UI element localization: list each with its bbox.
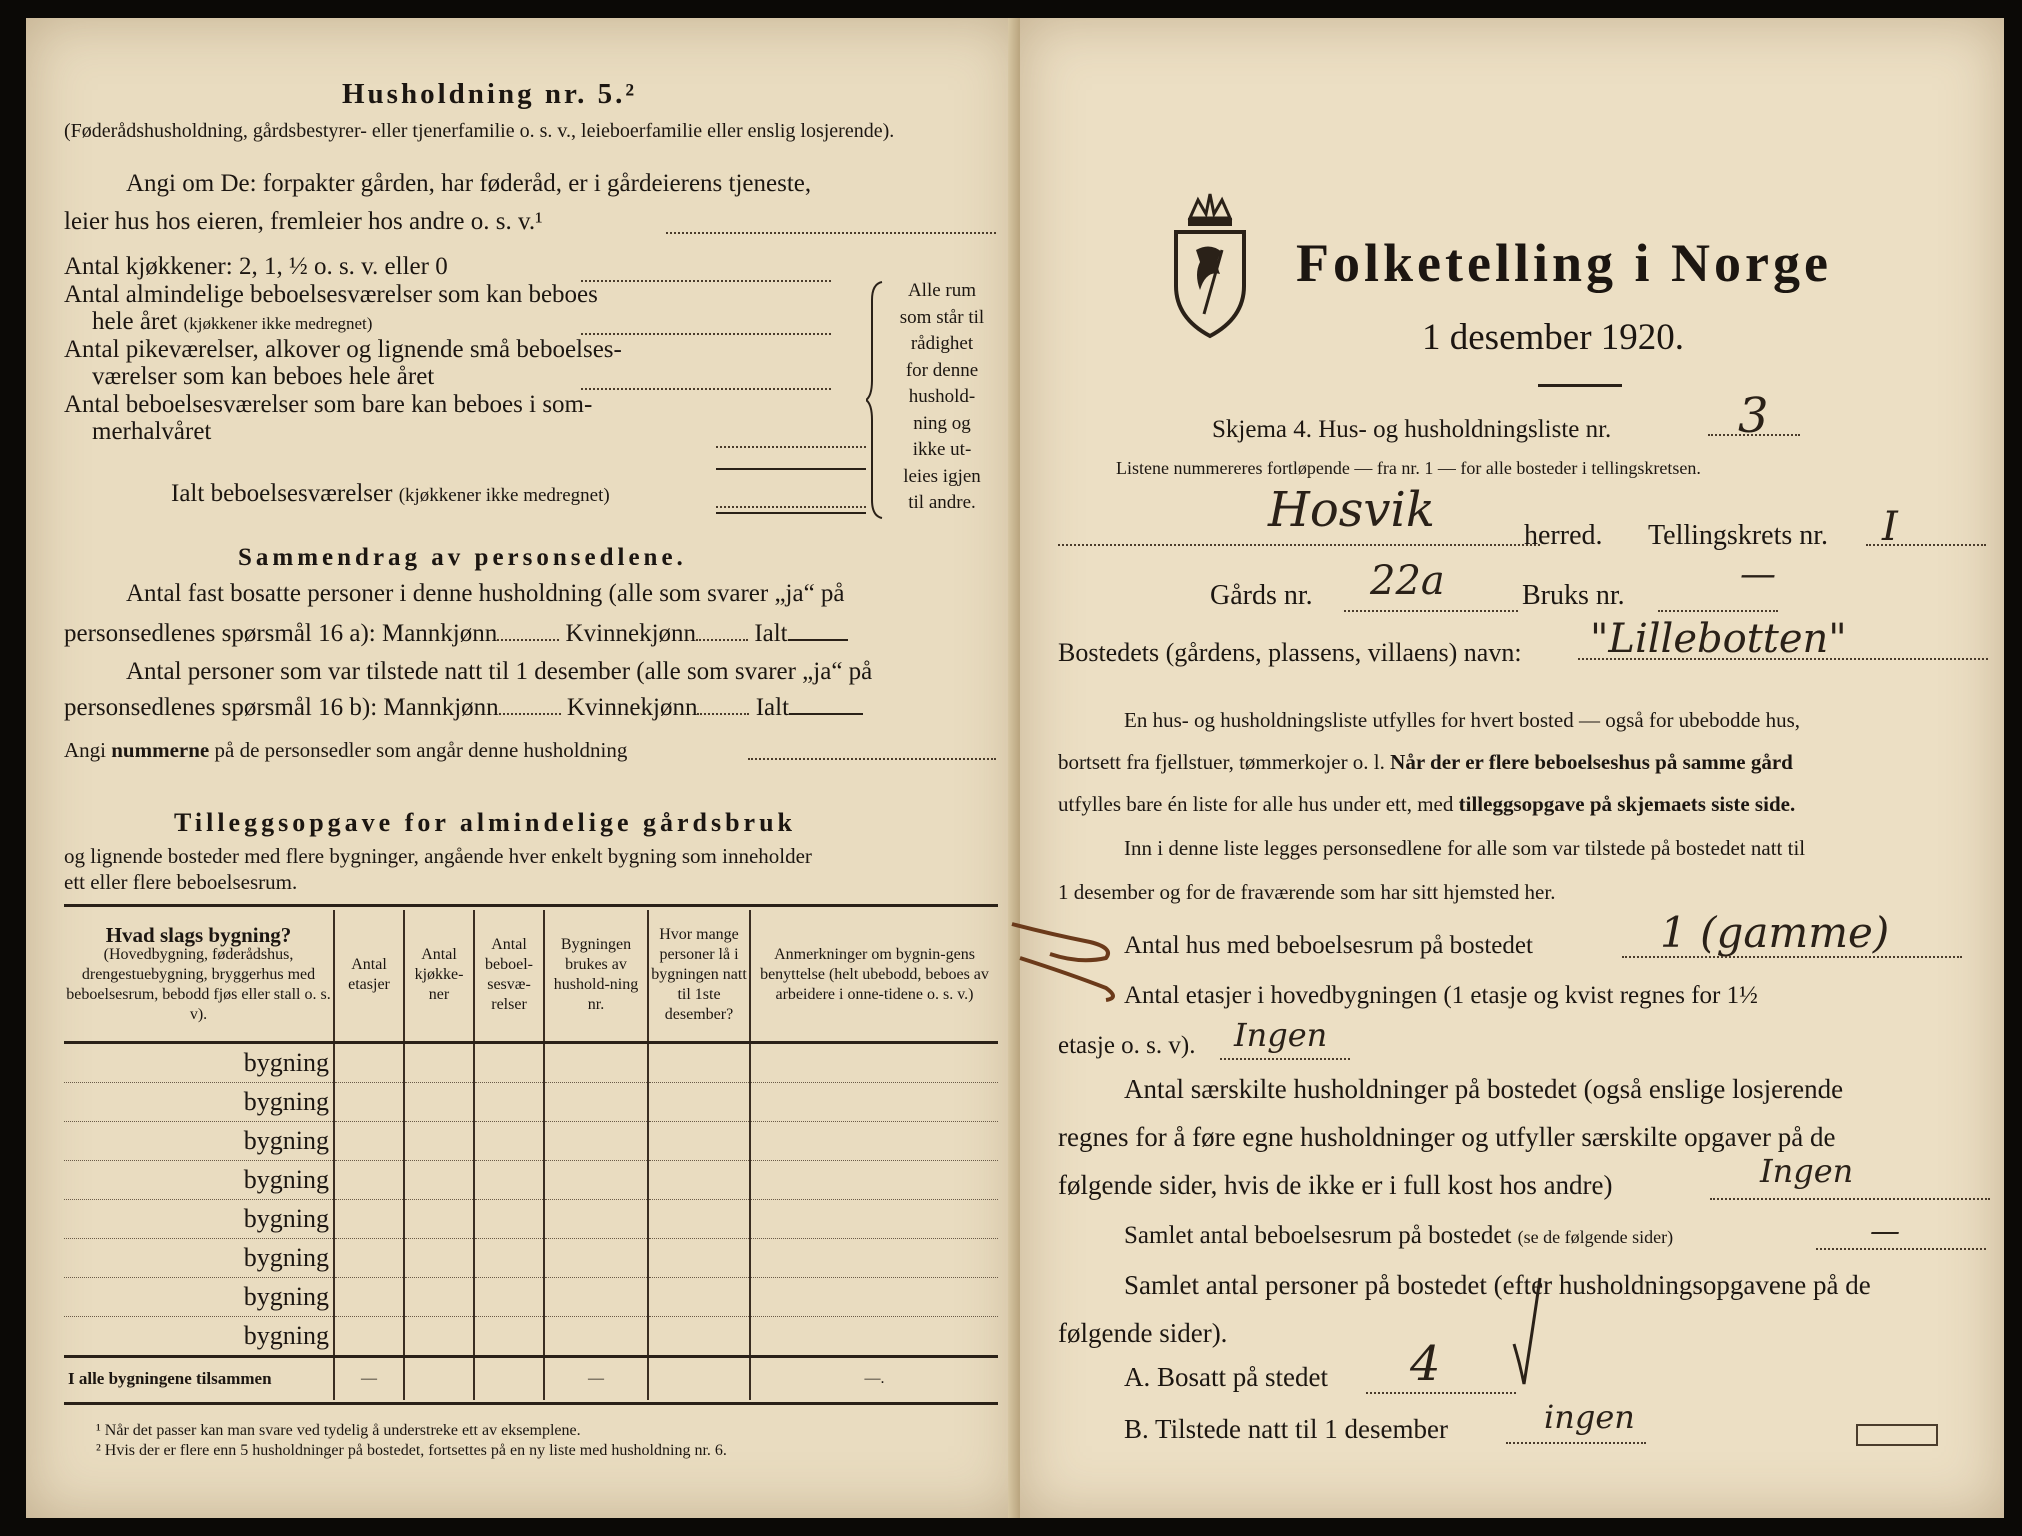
- q-sarskilte-label-2: regnes for å føre egne husholdninger og utfyller særskilte opgaver på de: [1058, 1122, 1836, 1152]
- building-row-cell[interactable]: [404, 1238, 474, 1277]
- col-header-etasjer: Antal etasjer: [334, 910, 404, 1042]
- almindelige-label-2: hele året (kjøkkener ikke medregnet): [92, 308, 373, 335]
- bosted-value[interactable]: "Lillebotten": [1590, 616, 1847, 662]
- q-samlet-rum-label: Samlet antal beboelsesrum på bostedet (se de følgende sider): [1124, 1222, 1674, 1249]
- sommer-field[interactable]: [716, 446, 866, 448]
- q-samlet-rum-value[interactable]: —: [1870, 1214, 1900, 1249]
- building-row-label: bygning: [64, 1121, 334, 1160]
- total-husholdning: —: [544, 1356, 648, 1400]
- q-etasjer-value[interactable]: Ingen: [1234, 1016, 1328, 1054]
- listene-note: Listene nummereres fortløpende — fra nr. 1 — for alle bosteder i tellingskretsen.: [1116, 458, 1701, 478]
- tillegg-title: Tilleggsopgave for almindelige gårdsbruk: [174, 808, 797, 837]
- building-row-cell[interactable]: [334, 1238, 404, 1277]
- building-row-cell[interactable]: [474, 1199, 544, 1238]
- building-row: [64, 1277, 998, 1316]
- building-row-cell[interactable]: [544, 1277, 648, 1316]
- building-row-cell[interactable]: [648, 1238, 750, 1277]
- sammendrag-p2a: Antal personer som var tilstede natt til 1 desember (alle som svarer „ja“ på: [126, 658, 873, 685]
- building-row-cell[interactable]: [334, 1277, 404, 1316]
- building-row-cell[interactable]: [750, 1160, 998, 1199]
- sammendrag-title: Sammendrag av personsedlene.: [238, 544, 687, 571]
- building-row-cell[interactable]: [544, 1042, 648, 1082]
- building-row-label: bygning: [64, 1082, 334, 1121]
- building-row-cell[interactable]: [474, 1316, 544, 1356]
- building-row: [64, 1160, 998, 1199]
- building-row-cell[interactable]: [404, 1042, 474, 1082]
- brown-ink-mark-icon: [1010, 914, 1130, 1004]
- building-row-cell[interactable]: [334, 1160, 404, 1199]
- col-header-anmerkninger: Anmerkninger om bygnin-gens benyttelse (helt ubebodd, beboes av arbeidere i onne-tidene o. s. v.): [750, 910, 998, 1042]
- gards-value[interactable]: 22a: [1370, 558, 1445, 604]
- building-row-cell[interactable]: [648, 1082, 750, 1121]
- tillegg-sub-1: og lignende bosteder med flere bygninger, angående hver enkelt bygning som inneholder: [64, 844, 812, 868]
- angi-fill-line[interactable]: [666, 232, 996, 234]
- q-etasjer-label-1: Antal etasjer i hovedbygningen (1 etasje og kvist regnes for 1½: [1124, 982, 1758, 1009]
- almindelige-label-1: Antal almindelige beboelsesværelser som kan beboes: [64, 281, 598, 308]
- building-row-cell[interactable]: [404, 1121, 474, 1160]
- left-page: [26, 18, 1020, 1518]
- q-hus-label: Antal hus med beboelsesrum på bostedet: [1124, 932, 1533, 959]
- building-row: [64, 1316, 998, 1356]
- building-row: [64, 1121, 998, 1160]
- footnote-2: ² Hvis der er flere enn 5 husholdninger på bostedet, fortsettes på en ny liste med husholdning nr. 6.: [96, 1442, 727, 1459]
- tillegg-sub-2: ett eller flere beboelsesrum.: [64, 870, 298, 894]
- sammendrag-p1b: personsedlenes spørsmål 16 a): Mannkjønn Kvinnekjønn Ialt: [64, 620, 848, 648]
- building-row-cell[interactable]: [544, 1238, 648, 1277]
- building-row-label: bygning: [64, 1316, 334, 1356]
- tellingskrets-value[interactable]: I: [1882, 504, 1898, 550]
- building-row-cell[interactable]: [404, 1199, 474, 1238]
- sammendrag-p2b: personsedlenes spørsmål 16 b): Mannkjønn Kvinnekjønn Ialt: [64, 694, 863, 722]
- q-hus-value[interactable]: 1 (gamme): [1660, 908, 1890, 957]
- tally-mark-icon: [1510, 1274, 1550, 1394]
- building-row: [64, 1238, 998, 1277]
- gards-label: Gårds nr.: [1210, 580, 1313, 611]
- ialt-underline: [716, 512, 866, 514]
- rooms-sum-rule: [716, 468, 866, 470]
- total-personer: [648, 1356, 750, 1400]
- kjokkener-label: Antal kjøkkener: 2, 1, ½ o. s. v. eller 0: [64, 253, 448, 280]
- building-row-cell[interactable]: [750, 1316, 998, 1356]
- herred-value[interactable]: Hosvik: [1268, 482, 1435, 538]
- info-3: utfylles bare én liste for alle hus under ett, med tilleggsopgave på skjemaets siste side.: [1058, 792, 1796, 816]
- skjema-label: Skjema 4. Hus- og husholdningsliste nr.: [1212, 416, 1612, 443]
- ialt-label: Ialt beboelsesværelser (kjøkkener ikke medregnet): [171, 480, 610, 507]
- document-title: Folketelling i Norge: [1296, 233, 1832, 293]
- building-row-cell[interactable]: [404, 1082, 474, 1121]
- building-row-cell[interactable]: [750, 1082, 998, 1121]
- building-table: [64, 910, 998, 1400]
- building-row-cell[interactable]: [334, 1121, 404, 1160]
- herred-label: herred.: [1524, 520, 1603, 551]
- husholdning-title: Husholdning nr. 5.²: [342, 78, 638, 110]
- building-row-cell[interactable]: [648, 1277, 750, 1316]
- building-row-cell[interactable]: [648, 1121, 750, 1160]
- b-tilstede-label: B. Tilstede natt til 1 desember: [1124, 1414, 1448, 1444]
- ialt-field[interactable]: [716, 506, 866, 508]
- col-header-kjokkener: Antal kjøkke-ner: [404, 910, 474, 1042]
- building-row-cell[interactable]: [648, 1316, 750, 1356]
- footnote-1: ¹ Når det passer kan man svare ved tydelig å understreke ett av eksemplene.: [96, 1422, 581, 1439]
- building-row-cell[interactable]: [750, 1199, 998, 1238]
- b-tilstede-value[interactable]: ingen: [1544, 1398, 1635, 1436]
- tellingskrets-label: Tellingskrets nr.: [1648, 520, 1829, 551]
- col-header-personer: Hvor mange personer lå i bygningen natt til 1ste desember?: [648, 910, 750, 1042]
- sammendrag-angi: Angi nummerne på de personsedler som angår denne husholdning: [64, 738, 628, 762]
- right-page: [1020, 18, 2004, 1518]
- total-vaerelser: [474, 1356, 544, 1400]
- almindelige-field[interactable]: [581, 333, 831, 335]
- nummerne-field[interactable]: [748, 758, 996, 760]
- col-header-husholdning-nr: Bygningen brukes av hushold-ning nr.: [544, 910, 648, 1042]
- rooms-brace-note: Alle rum som står til rådighet for denne hushold- ning og ikke ut- leies igjen til andre.: [899, 280, 985, 513]
- norway-coat-of-arms-icon: [1170, 190, 1250, 340]
- total-etasjer: —: [334, 1356, 404, 1400]
- bosted-label: Bostedets (gårdens, plassens, villaens) navn:: [1058, 638, 1522, 667]
- building-row-cell[interactable]: [750, 1238, 998, 1277]
- husholdning-subtitle: (Føderådshusholdning, gårdsbestyrer- eller tjenerfamilie o. s. v., leieboerfamilie eller enslig losjerende).: [64, 120, 895, 142]
- building-row-cell[interactable]: [750, 1277, 998, 1316]
- building-row-cell[interactable]: [404, 1316, 474, 1356]
- building-row-cell[interactable]: [404, 1160, 474, 1199]
- sammendrag-p1a: Antal fast bosatte personer i denne husholdning (alle som svarer „ja“ på: [126, 580, 845, 607]
- building-row: [64, 1199, 998, 1238]
- building-row-label: bygning: [64, 1238, 334, 1277]
- a-bosatt-label: A. Bosatt på stedet: [1124, 1362, 1328, 1392]
- info-4: Inn i denne liste legges personsedlene for alle som var tilstede på bostedet natt til: [1124, 836, 1806, 860]
- building-row-cell[interactable]: [474, 1277, 544, 1316]
- building-row-cell[interactable]: [474, 1121, 544, 1160]
- q-samlet-personer-label-2: følgende sider).: [1058, 1318, 1228, 1348]
- building-row-cell[interactable]: [474, 1160, 544, 1199]
- building-row-cell[interactable]: [334, 1199, 404, 1238]
- info-1: En hus- og husholdningsliste utfylles for hvert bosted — også for ubebodde hus,: [1124, 708, 1800, 732]
- q-sarskilte-label-1: Antal særskilte husholdninger på bostedet (også enslige losjerende: [1124, 1074, 1844, 1104]
- building-row-cell[interactable]: [648, 1160, 750, 1199]
- pikevaerelser-field[interactable]: [581, 388, 831, 390]
- sommer-label-1: Antal beboelsesværelser som bare kan beboes i som-: [64, 391, 593, 418]
- pikevaerelser-label-2: værelser som kan beboes hele året: [92, 363, 435, 390]
- building-row-cell[interactable]: [544, 1121, 648, 1160]
- pikevaerelser-label-1: Antal pikeværelser, alkover og lignende små beboelses-: [64, 336, 622, 363]
- building-row-cell[interactable]: [334, 1316, 404, 1356]
- document-date: 1 desember 1920.: [1422, 317, 1685, 358]
- rooms-brace-icon: [866, 280, 886, 520]
- q-samlet-personer-label-1: Samlet antal personer på bostedet (efter husholdningsopgavene på de: [1124, 1270, 1871, 1300]
- skjema-number[interactable]: 3: [1738, 388, 1769, 444]
- info-2: bortsett fra fjellstuer, tømmerkojer o. l. Når der er flere beboelseshus på samme gård: [1058, 750, 1793, 774]
- building-row-cell[interactable]: [544, 1082, 648, 1121]
- kjokkener-field[interactable]: [581, 280, 831, 282]
- building-row-cell[interactable]: [750, 1042, 998, 1082]
- building-row-label: bygning: [64, 1199, 334, 1238]
- total-kjokkener: [404, 1356, 474, 1400]
- building-row-label: bygning: [64, 1277, 334, 1316]
- building-row-cell[interactable]: [544, 1316, 648, 1356]
- building-row: [64, 1042, 998, 1082]
- q-etasjer-label-2: etasje o. s. v).: [1058, 1032, 1196, 1059]
- building-row-cell[interactable]: [750, 1121, 998, 1160]
- building-row-cell[interactable]: [648, 1042, 750, 1082]
- info-5: 1 desember og for de fraværende som har sitt hjemsted her.: [1058, 880, 1556, 904]
- angi-line-1: Angi om De: forpakter gården, har føderåd, er i gårdeierens tjeneste,: [126, 170, 812, 197]
- col-header-beboelsesvaerelser: Antal beboel-sesvæ-relser: [474, 910, 544, 1042]
- angi-line-2: leier hus hos eieren, fremleier hos andre o. s. v.¹: [64, 208, 543, 235]
- col-header-building-type: Hvad slags bygning? (Hovedbygning, føderådshus, drengestuebygning, bryggerhus med beboelsesrum, bebodd fjøs eller stall o. s. v).: [66, 923, 331, 1024]
- building-row-cell[interactable]: [404, 1277, 474, 1316]
- building-row-cell[interactable]: [474, 1238, 544, 1277]
- q-sarskilte-label-3: følgende sider, hvis de ikke er i full kost hos andre): [1058, 1170, 1613, 1200]
- total-row-label: I alle bygningene tilsammen: [68, 1368, 272, 1388]
- building-row-label: bygning: [64, 1160, 334, 1199]
- total-anmerkninger: —.: [750, 1356, 998, 1400]
- printer-stamp: [1856, 1424, 1938, 1446]
- building-row-cell[interactable]: [474, 1042, 544, 1082]
- q-sarskilte-value[interactable]: Ingen: [1760, 1152, 1854, 1190]
- building-row: [64, 1082, 998, 1121]
- building-row-label: bygning: [64, 1042, 334, 1082]
- building-row-cell[interactable]: [474, 1082, 544, 1121]
- bruks-value[interactable]: —: [1740, 554, 1776, 595]
- sommer-label-2: merhalvåret: [92, 418, 212, 445]
- building-row-cell[interactable]: [334, 1042, 404, 1082]
- a-bosatt-value[interactable]: 4: [1410, 1336, 1441, 1392]
- building-row-cell[interactable]: [544, 1160, 648, 1199]
- building-row-cell[interactable]: [334, 1082, 404, 1121]
- building-row-cell[interactable]: [544, 1199, 648, 1238]
- building-row-cell[interactable]: [648, 1199, 750, 1238]
- bruks-label: Bruks nr.: [1522, 580, 1625, 611]
